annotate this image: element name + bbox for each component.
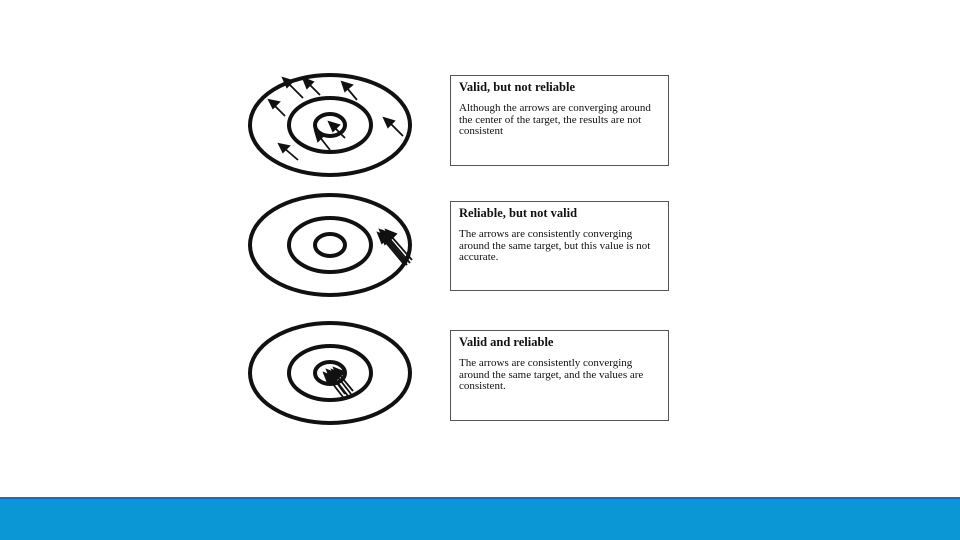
footer-bar xyxy=(0,497,960,540)
caption-title: Valid, but not reliable xyxy=(459,80,575,94)
caption-box-valid-reliable xyxy=(450,330,669,421)
caption-title: Reliable, but not valid xyxy=(459,206,578,220)
middle-ring xyxy=(289,218,371,272)
caption-box-valid-not-reliable xyxy=(450,75,669,166)
target-valid-reliable xyxy=(245,318,415,428)
caption-title: Valid and reliable xyxy=(459,335,554,349)
caption-body: Although the arrows are converging around the center of the target, the results are not consistent xyxy=(459,102,651,137)
target-valid-not-reliable xyxy=(245,70,415,180)
caption-box-reliable-not-valid xyxy=(450,201,669,291)
inner-ring xyxy=(315,234,345,256)
caption-body: The arrows are consistently converging around the same target, but this value is not accurate. xyxy=(459,228,651,263)
arrows-clustered-center xyxy=(324,368,353,397)
caption-body: The arrows are consistently converging around the same target, and the values are consistent. xyxy=(459,357,644,392)
target-reliable-not-valid xyxy=(245,190,415,300)
target-diagram-1 xyxy=(245,70,415,180)
target-diagram-2 xyxy=(245,190,415,300)
target-diagram-3 xyxy=(245,318,415,428)
outer-ring xyxy=(250,195,410,295)
